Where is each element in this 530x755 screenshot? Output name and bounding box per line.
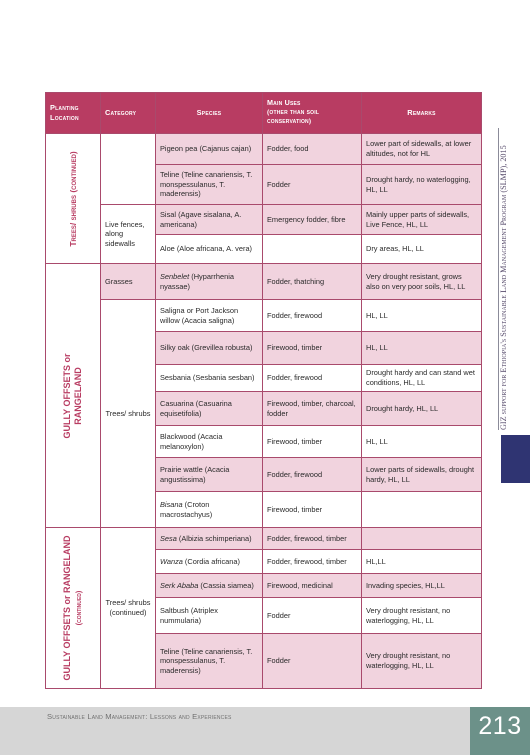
species-cell: Teline (Teline canariensis, T. monspessulanus, T. maderensis) <box>156 165 263 205</box>
species-cell <box>156 528 263 550</box>
remarks-cell: Mainly upper parts of sidewalls, Live Fence, HL, LL <box>362 205 482 235</box>
uses-cell <box>263 235 362 264</box>
remarks-cell: Very drought resistant, no waterlogging, HL, LL <box>362 598 482 634</box>
species-italic: Senbelet <box>160 271 190 281</box>
location-gully-label <box>62 353 84 438</box>
uses-cell: Fodder, thatching <box>263 264 362 300</box>
header-main-uses <box>263 93 362 134</box>
location-gully-text: GULLY OFFSETS or <box>62 352 72 439</box>
remarks-cell: HL, LL <box>362 426 482 458</box>
side-accent-bar <box>501 435 530 483</box>
header-planting-location: Planting Location <box>46 93 101 134</box>
table-row <box>46 134 482 165</box>
uses-cell: Fodder <box>263 634 362 689</box>
remarks-cell: Drought hardy, HL, LL <box>362 392 482 426</box>
remarks-cell: Invading species, HL,LL <box>362 574 482 598</box>
species-cell: Casuarina (Casuarina equisetifolia) <box>156 392 263 426</box>
location-trees-shrubs-sub: (continued) <box>68 150 78 193</box>
remarks-cell: Lower parts of sidewalls, drought hardy, HL, LL <box>362 458 482 492</box>
location-trees-shrubs-cell <box>46 134 101 264</box>
remarks-cell: Drought hardy and can stand wet conditions, HL, LL <box>362 365 482 392</box>
species-rest: (Hyparrhenia nyassae) <box>160 271 234 291</box>
species-italic: Sesa <box>160 533 177 543</box>
species-cell: Teline (Teline canariensis, T. monspessulanus, T. maderensis) <box>156 634 263 689</box>
header-main-uses-sub: (other than soil conservation) <box>267 108 320 126</box>
uses-cell: Fodder <box>263 165 362 205</box>
species-cell: Blackwood (Acacia melanoxylon) <box>156 426 263 458</box>
uses-cell: Firewood, timber, charcoal, fodder <box>263 392 362 426</box>
species-cell: Pigeon pea (Cajanus cajan) <box>156 134 263 165</box>
species-cell <box>156 550 263 574</box>
species-cell: Aloe (Aloe africana, A. vera) <box>156 235 263 264</box>
side-caption: GIZ support for Ethiopia's Sustainable Land Management Program (SLMP), 2015 <box>499 145 508 430</box>
uses-cell: Fodder, firewood, timber <box>263 528 362 550</box>
uses-cell: Fodder, firewood <box>263 300 362 332</box>
location-trees-shrubs-text: Trees/ shrubs <box>68 194 78 247</box>
footer-title: Sustainable Land Management: Lessons and Experiences <box>47 712 232 721</box>
species-cell: Silky oak (Grevillea robusta) <box>156 332 263 365</box>
species-cell <box>156 574 263 598</box>
page-number: 213 <box>478 712 522 740</box>
species-cell <box>156 264 263 300</box>
table-row <box>46 264 482 300</box>
remarks-cell: Very drought resistant, grows also on very poor soils, HL, LL <box>362 264 482 300</box>
location-gully-cont-label <box>62 535 84 680</box>
uses-cell: Fodder, food <box>263 134 362 165</box>
location-gully-cont-sub: (continued) <box>74 590 83 626</box>
species-rest: (Cordia africana) <box>182 556 240 566</box>
remarks-cell: Lower part of sidewalls, at lower altitudes, not for HL <box>362 134 482 165</box>
species-italic: Wanza <box>160 556 183 566</box>
header-remarks: Remarks <box>362 93 482 134</box>
remarks-cell: HL, LL <box>362 332 482 365</box>
location-gully-cell <box>46 264 101 528</box>
location-gully-cont-text: GULLY OFFSETS or RANGELAND <box>62 535 72 681</box>
uses-cell: Fodder <box>263 598 362 634</box>
species-table <box>45 92 482 689</box>
uses-cell: Firewood, medicinal <box>263 574 362 598</box>
table-row <box>46 205 482 235</box>
location-gully-cont-cell <box>46 528 101 689</box>
species-cell: Prairie wattle (Acacia angustissima) <box>156 458 263 492</box>
species-cell: Sisal (Agave sisalana, A. americana) <box>156 205 263 235</box>
remarks-cell: Dry areas, HL, LL <box>362 235 482 264</box>
header-category: Category <box>101 93 156 134</box>
category-trees-shrubs-cont: Trees/ shrubs (continued) <box>101 528 156 689</box>
species-italic: Serk Ababa <box>160 580 199 590</box>
uses-cell: Firewood, timber <box>263 492 362 528</box>
header-main-uses-title: Main Uses <box>267 98 301 108</box>
remarks-cell: HL, LL <box>362 300 482 332</box>
category-live-fences: Live fences, along sidewalls <box>101 205 156 264</box>
location-trees-shrubs-label <box>68 151 78 246</box>
remarks-cell: HL,LL <box>362 550 482 574</box>
uses-cell: Firewood, timber <box>263 426 362 458</box>
species-rest: (Albizia schimperiana) <box>176 533 252 543</box>
species-rest: (Croton macrostachyus) <box>160 499 213 519</box>
uses-cell: Fodder, firewood <box>263 458 362 492</box>
uses-cell: Emergency fodder, fibre <box>263 205 362 235</box>
category-trees-shrubs: Trees/ shrubs <box>101 300 156 528</box>
species-cell: Sesbania (Sesbania sesban) <box>156 365 263 392</box>
species-cell: Saligna or Port Jackson willow (Acacia saligna) <box>156 300 263 332</box>
uses-cell: Firewood, timber <box>263 332 362 365</box>
header-species: Species <box>156 93 263 134</box>
table-row <box>46 528 482 550</box>
remarks-cell: Very drought resistant, no waterlogging, HL, LL <box>362 634 482 689</box>
category-empty-cell <box>101 134 156 205</box>
species-italic: Bisana <box>160 499 183 509</box>
species-cell <box>156 492 263 528</box>
remarks-cell <box>362 528 482 550</box>
remarks-cell: Drought hardy, no waterlogging, HL, LL <box>362 165 482 205</box>
species-cell: Saltbush (Atriplex nummularia) <box>156 598 263 634</box>
uses-cell: Fodder, firewood <box>263 365 362 392</box>
location-gully-text-2: RANGELAND <box>73 366 83 425</box>
category-grasses: Grasses <box>101 264 156 300</box>
table-row <box>46 300 482 332</box>
species-rest: (Cassia siamea) <box>198 580 254 590</box>
remarks-cell <box>362 492 482 528</box>
uses-cell: Fodder, firewood, timber <box>263 550 362 574</box>
